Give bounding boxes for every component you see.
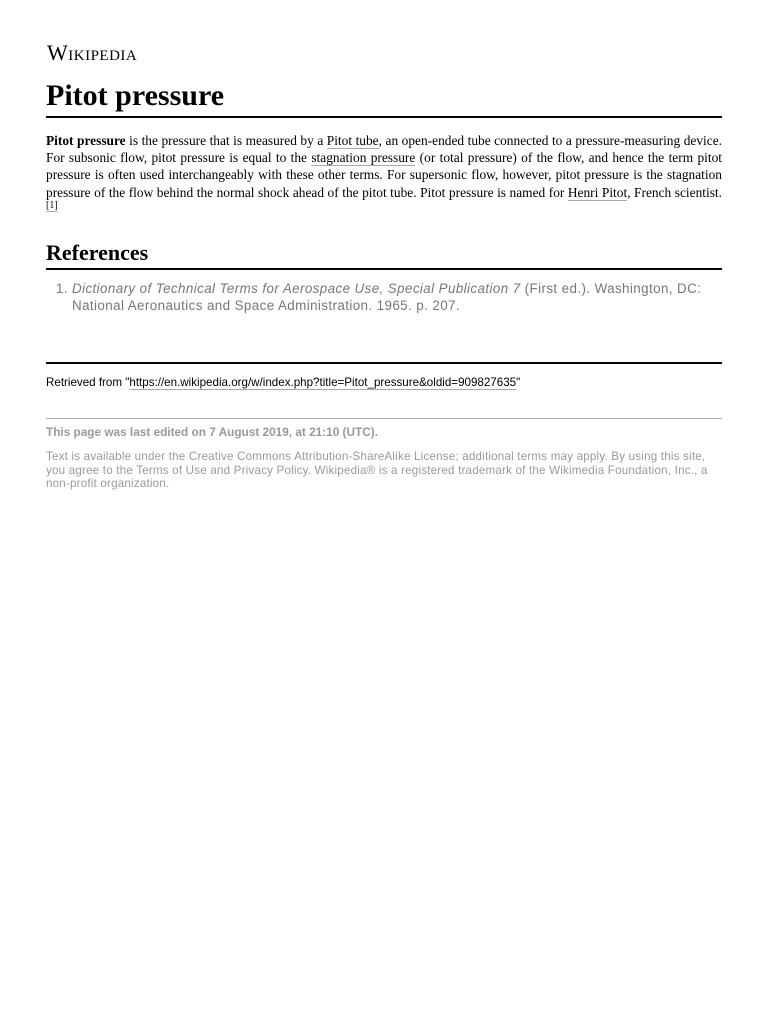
para-text-1: is the pressure that is measured by a	[125, 133, 327, 148]
retrieved-url-link[interactable]: https://en.wikipedia.org/w/index.php?title=Pitot_pressure&oldid=909827635	[129, 376, 517, 389]
page-title: Pitot pressure	[46, 76, 722, 118]
retrieved-prefix: Retrieved from "	[46, 376, 130, 389]
citation-link[interactable]: [1]	[46, 200, 58, 212]
reference-details: (First ed.). Washington, DC: National Aeronautics and Space Administration. 1965. p. 207.	[72, 281, 702, 313]
para-text-3: (or total pressure) of the flow, and hence the term pitot pressure is often used interchangeably with these other terms. For supersonic flow, however, pitot pressure is the stagnation pressure of the flow behind the normal shock ahead of the pitot tube. Pitot pressure is named for	[46, 150, 723, 200]
references-heading: References	[46, 239, 722, 270]
link-stagnation-pressure[interactable]: stagnation pressure	[311, 150, 416, 166]
bold-term: Pitot pressure	[46, 133, 126, 148]
footer-divider	[46, 362, 722, 364]
para-text-2: , an open-ended tube connected to a pressure-measuring device. For subsonic flow, pitot pressure is equal to the	[46, 133, 722, 166]
article-paragraph	[46, 132, 722, 218]
wikipedia-logo[interactable]: Wikipedia	[47, 40, 138, 65]
reference-item	[72, 280, 722, 314]
footer-divider-grey	[46, 418, 722, 419]
license-text: Text is available under the Creative Commons Attribution-ShareAlike License; additional terms may apply. By using this site, you agree to the Terms of Use and Privacy Policy. Wikipedia® is a registered trademark of the Wikimedia Foundation, Inc., a non-profit organization.	[46, 450, 708, 491]
references-list	[46, 280, 722, 314]
retrieved-suffix: "	[516, 376, 521, 389]
para-text-4: , French scientist.	[627, 184, 722, 200]
reference-title: Dictionary of Technical Terms for Aerospace Use, Special Publication 7	[72, 281, 521, 296]
last-edited: This page was last edited on 7 August 2019, at 21:10 (UTC).	[46, 425, 378, 439]
link-pitot-tube[interactable]: Pitot tube	[326, 133, 379, 148]
retrieved-from	[46, 376, 722, 389]
link-henri-pitot[interactable]: Henri Pitot	[567, 184, 628, 200]
